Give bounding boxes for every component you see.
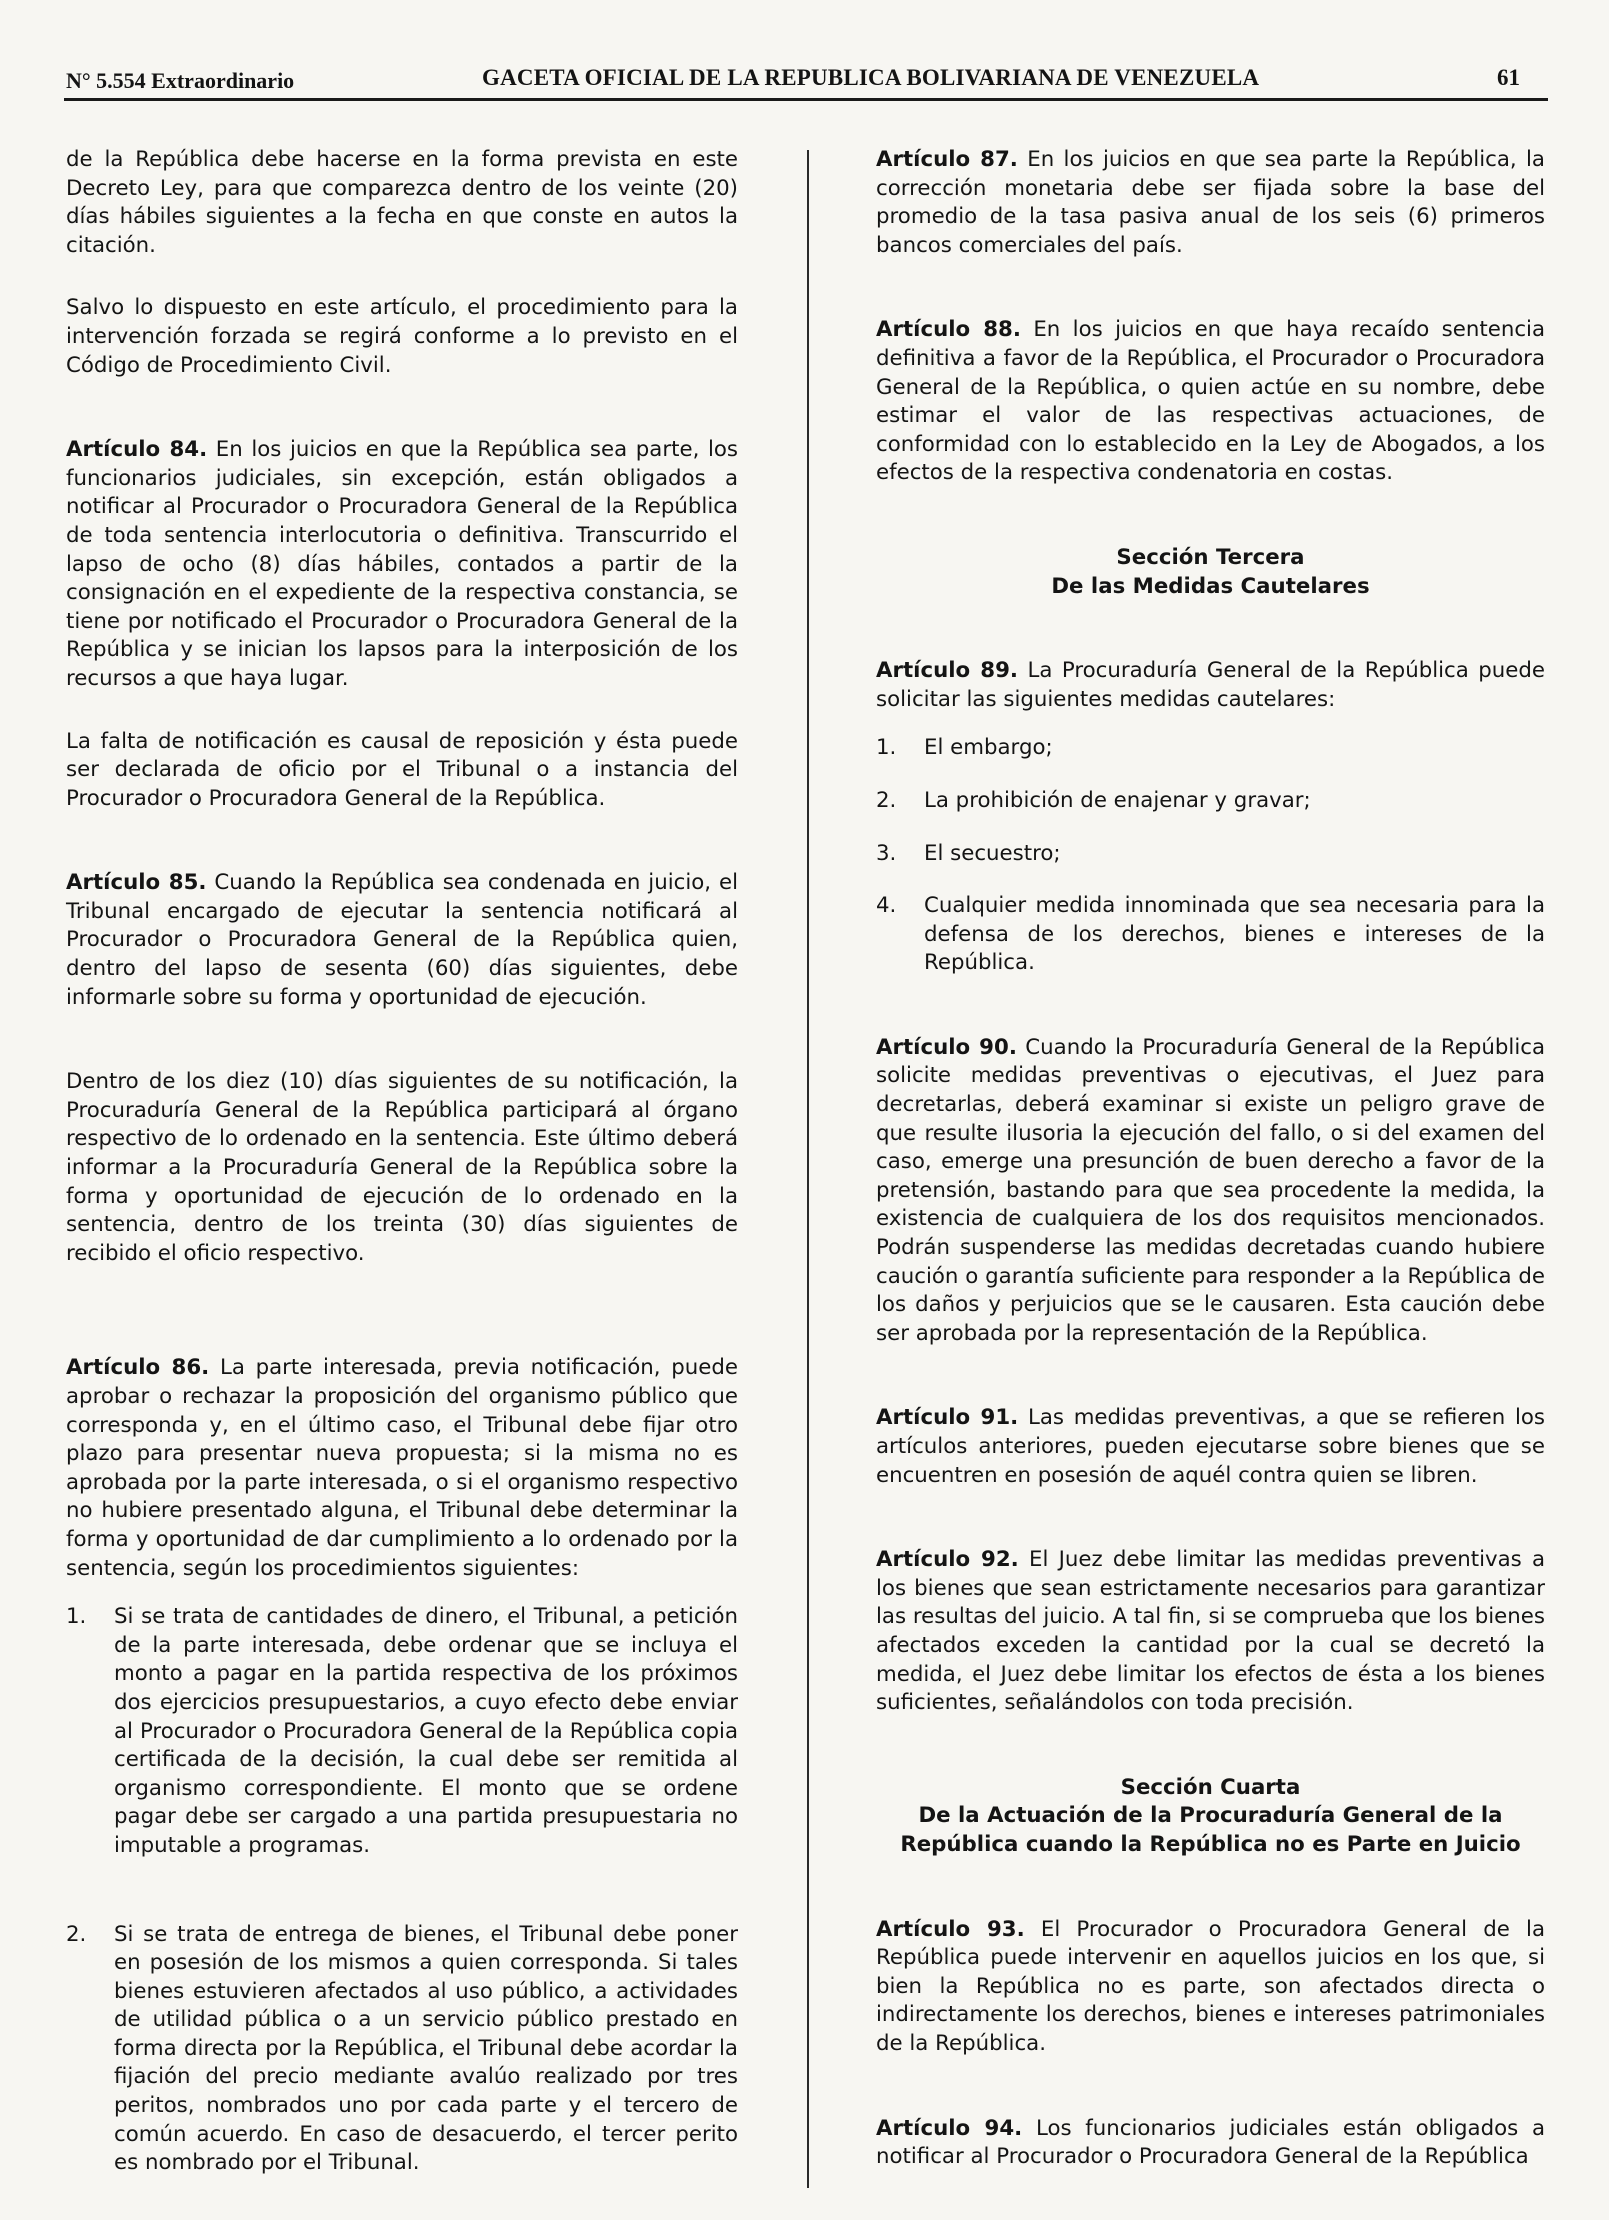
- list-item: [876, 840, 1545, 869]
- list-number: 3.: [876, 840, 897, 866]
- paragraph: de la República debe hacerse en la forma prevista en este Decreto Ley, para que comparezca dentro de los veinte (20) días hábiles siguientes a la fecha en que conste en autos la citación.: [66, 147, 738, 258]
- list-number: 1.: [66, 1604, 87, 1630]
- list-item: [876, 787, 1545, 816]
- paragraph: La falta de notificación es causal de reposición y ésta puede ser declarada de oficio por el Tribunal o a instancia del Procurador o Procuradora General de la República.: [66, 728, 738, 811]
- article-text: Cuando la República sea condenada en juicio, el Tribunal encargado de ejecutar la sentencia notificará al Procurador o Procuradora General de la República quien, dentro del lapso de sesenta (60) días siguientes, debe informarle sobre su forma y oportunidad de ejecución.: [66, 870, 738, 1010]
- page-header: [64, 62, 1548, 101]
- article-label: Artículo 90.: [876, 1034, 1017, 1060]
- article-label: Artículo 89.: [876, 658, 1019, 684]
- paragraph: Salvo lo dispuesto en este artículo, el procedimiento para la intervención forzada se regirá conforme a lo previsto en el Código de Procedimiento Civil.: [66, 295, 738, 378]
- article-text: En los juicios en que haya recaído sentencia definitiva a favor de la República, el Procurador o Procuradora General de la República, o quien actúe en su nombre, debe estimar el valor de las respectivas actuaciones, de conformidad con lo establecido en la Ley de Abogados, a los efectos de la respectiva condenatoria en costas.: [876, 317, 1545, 486]
- section-heading: Sección Tercera: [1116, 544, 1305, 570]
- list-text: La prohibición de enajenar y gravar;: [924, 787, 1311, 813]
- left-column: [66, 146, 738, 2178]
- article-text: Los funcionarios judiciales están obligados a notificar al Procurador o Procuradora General de la República: [876, 2115, 1545, 2170]
- article-text: Las medidas preventivas, a que se refieren los artículos anteriores, pueden ejecutarse sobre bienes que se encuentren en posesión de aquél contra quien se libren.: [876, 1405, 1545, 1488]
- article-label: Artículo 86.: [66, 1355, 210, 1381]
- list-item: [66, 1603, 738, 1860]
- list-number: 4.: [876, 893, 897, 919]
- list-text: El secuestro;: [924, 840, 1061, 866]
- article-label: Artículo 91.: [876, 1405, 1019, 1431]
- article-text: El Procurador o Procuradora General de la República puede intervenir en aquellos juicios en los que, si bien la República no es parte, son afectados directa o indirectamente los derechos, bienes e intereses patrimoniales de la República.: [876, 1916, 1545, 2056]
- article-text: En los juicios en que la República sea parte, los funcionarios judiciales, sin excepción, están obligados a notificar al Procurador o Procuradora General de la República de toda sentencia interlocutoria o definitiva. Transcurrido el lapso de ocho (8) días hábiles, contados a partir de la consignación en el expediente de la respectiva constancia, se tiene por notificado el Procurador o Procuradora General de la República y se inician los lapsos para la interposición de los recursos a que haya lugar.: [66, 437, 738, 691]
- list-text: Si se trata de cantidades de dinero, el Tribunal, a petición de la parte interesada, debe ordenar que se incluya el monto a pagar en la partida respectiva de los próximos dos ejercicios presupuestarios, a cuyo efecto debe enviar al Procurador o Procuradora General de la República copia certificada de la decisión, la cual debe ser remitida al organismo correspondiente. El monto que se ordene pagar debe ser cargado a una partida presupuestaria no imputable a programas.: [114, 1604, 738, 1858]
- list-item: [876, 892, 1545, 978]
- list-text: Cualquier medida innominada que sea necesaria para la defensa de los derechos, bienes e intereses de la República.: [924, 893, 1545, 976]
- article-text: El Juez debe limitar las medidas preventivas a los bienes que sean estrictamente necesarios para garantizar las resultas del juicio. A tal fin, si se comprueba que los bienes afectados exceden la cantidad por la cual se decretó la medida, el Juez debe limitar los efectos de ésta a los bienes suficientes, señalándolos con toda precisión.: [876, 1547, 1546, 1716]
- column-divider: [807, 150, 809, 2188]
- article-label: Artículo 87.: [876, 147, 1018, 172]
- article-label: Artículo 88.: [876, 317, 1021, 343]
- article-label: Artículo 93.: [876, 1916, 1025, 1942]
- article-88: [876, 316, 1545, 488]
- article-text: La parte interesada, previa notificación, puede aprobar o rechazar la proposición del organismo público que corresponda y, en el último caso, el Tribunal debe fijar otro plazo para presentar nueva propuesta; si la misma no es aprobada por la parte interesada, o si el organismo respectivo no hubiere presentado alguna, el Tribunal debe determinar la forma y oportunidad de dar cumplimiento a lo ordenado por la sentencia, según los procedimientos siguientes:: [66, 1355, 739, 1581]
- article-90: [876, 1034, 1545, 1349]
- article-label: Artículo 94.: [876, 2115, 1023, 2141]
- article-87: [876, 146, 1545, 260]
- article-label: Artículo 84.: [66, 437, 208, 463]
- list-text: El embargo;: [924, 735, 1053, 761]
- gazette-title: GACETA OFICIAL DE LA REPUBLICA BOLIVARIANA DE VENEZUELA: [482, 65, 1260, 90]
- list-number: 2.: [66, 1921, 87, 1947]
- article-91: [876, 1404, 1545, 1490]
- list-number: 2.: [876, 787, 897, 813]
- list-item: [876, 734, 1545, 763]
- list-item: [66, 1921, 738, 2178]
- article-85: [66, 869, 738, 1012]
- article-86: [66, 1354, 738, 1583]
- section-subheading: De las Medidas Cautelares: [1051, 573, 1370, 599]
- article-93: [876, 1916, 1545, 2059]
- article-text: La Procuraduría General de la República puede solicitar las siguientes medidas cautelares:: [876, 658, 1545, 712]
- article-label: Artículo 92.: [876, 1547, 1019, 1573]
- article-text: Cuando la Procuraduría General de la República solicite medidas preventivas o ejecutivas, el Juez para decretarlas, deberá examinar si existe un peligro grave de que resulte ilusoria la ejecución del fallo, o si del examen del caso, emerge una presunción de buen derecho a favor de la pretensión, bastando para que sea procedente la medida, la existencia de cualquiera de los dos requisitos mencionados. Podrán suspenderse las medidas decretadas cuando hubiere caución o garantía suficiente para responder a la República de los daños y perjuicios que se le causaren. Esta caución debe ser aprobada por la representación de la República.: [876, 1034, 1545, 1346]
- article-text: En los juicios en que sea parte la República, la corrección monetaria debe ser fijada sobre la base del promedio de la tasa pasiva anual de los seis (6) primeros bancos comerciales del país.: [876, 147, 1545, 258]
- right-column: [876, 146, 1545, 2172]
- list-number: 1.: [876, 735, 897, 761]
- section-heading: Sección Cuarta: [1120, 1774, 1301, 1800]
- article-92: [876, 1546, 1545, 1718]
- issue-number: N° 5.554 Extraordinario: [66, 68, 295, 93]
- article-label: Artículo 85.: [66, 870, 207, 896]
- article-84: [66, 436, 738, 693]
- section-subheading: De la Actuación de la Procuraduría General de la República cuando la República no es Parte en Juicio: [900, 1803, 1521, 1857]
- list-text: Si se trata de entrega de bienes, el Tribunal debe poner en posesión de los mismos a quien corresponda. Si tales bienes estuvieren afectados al uso público, a actividades de utilidad pública o a un servicio público prestado en forma directa por la República, el Tribunal debe acordar la fijación del precio mediante avalúo realizado por tres peritos, nombrados uno por cada parte y el tercero de común acuerdo. En caso de desacuerdo, el tercer perito es nombrado por el Tribunal.: [114, 1921, 738, 2176]
- article-94: [876, 2115, 1545, 2172]
- paragraph: Dentro de los diez (10) días siguientes de su notificación, la Procuraduría General de la República participará al órgano respectivo de lo ordenado en la sentencia. Este último deberá informar a la Procuraduría General de la República sobre la forma y oportunidad de ejecución de lo ordenado en la sentencia, dentro de los treinta (30) días siguientes de recibido el oficio respectivo.: [66, 1069, 738, 1266]
- page-number: 61: [1497, 65, 1520, 90]
- article-89: [876, 657, 1545, 714]
